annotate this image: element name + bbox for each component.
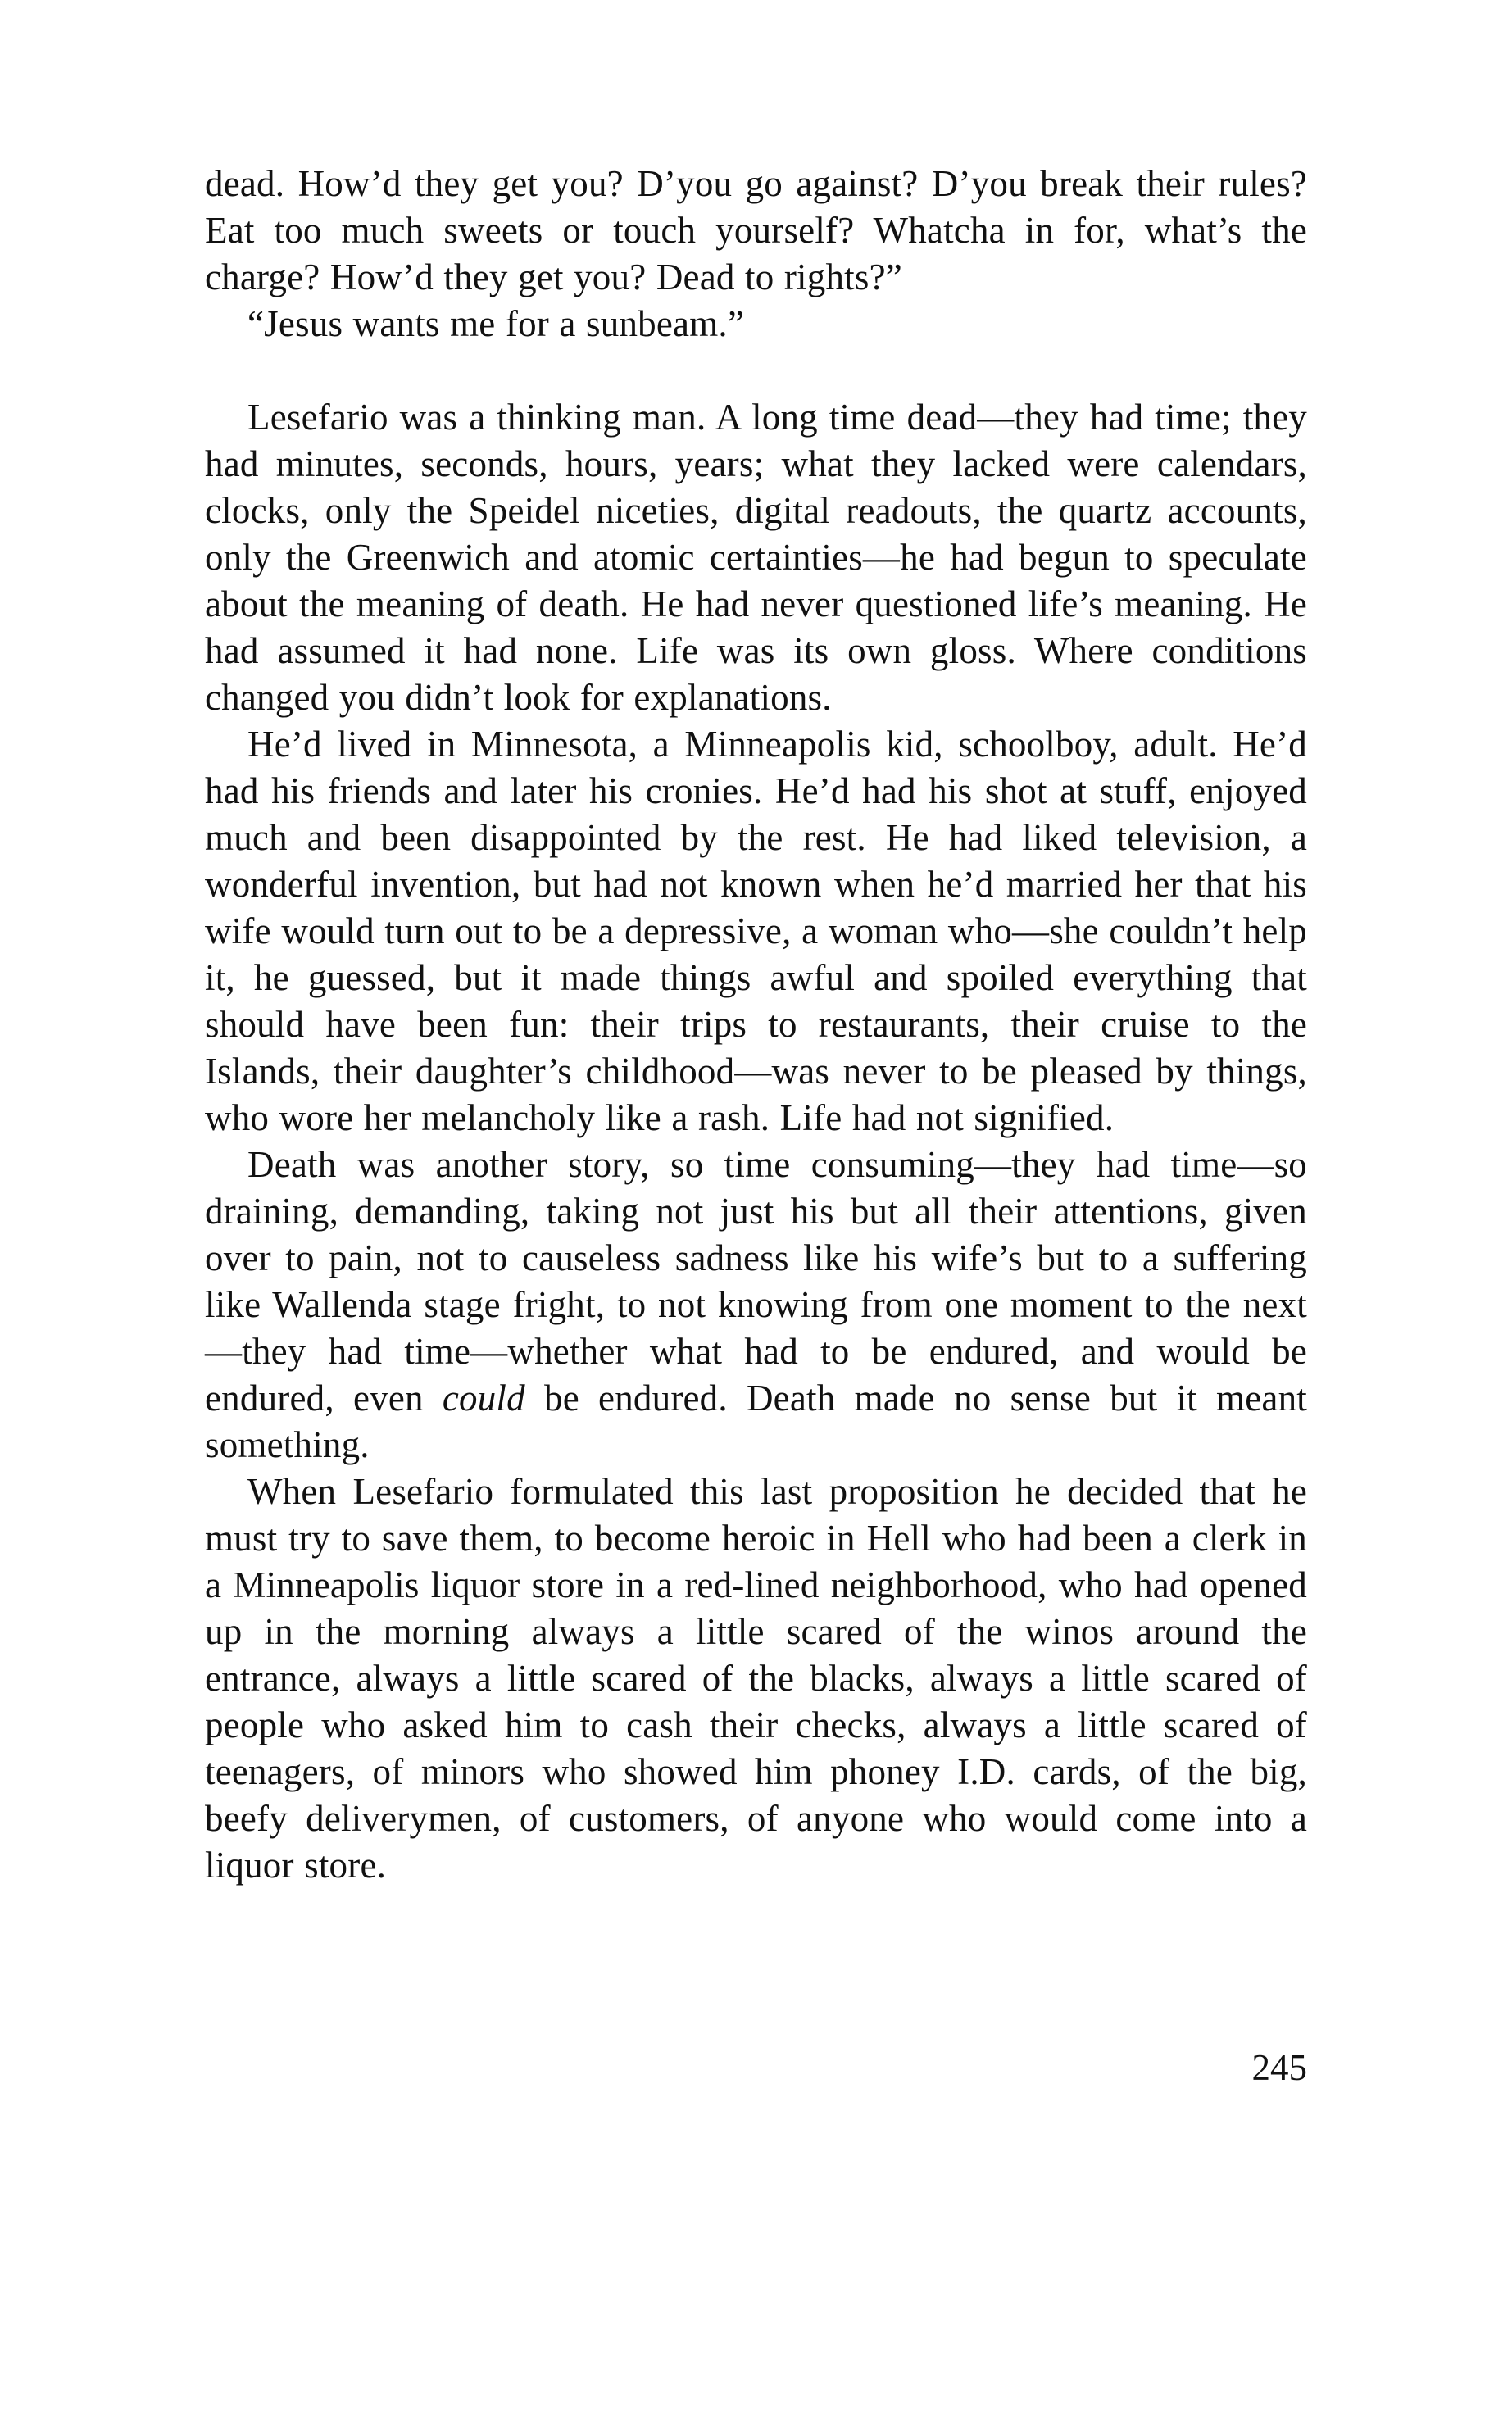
paragraph-dialogue: “Jesus wants me for a sunbeam.” (247, 303, 745, 344)
body-text (205, 161, 1307, 1889)
paragraph-continuation: dead. How’d they get you? D’you go against? D’you break their rules? Eat too much sweets or touch yourself? Whatcha in for, what’s the charge? How’d they get you? Dead to rights?” (205, 163, 1307, 297)
paragraph-minnesota: He’d lived in Minnesota, a Minneapolis kid, schoolboy, adult. He’d had his friends and later his cronies. He’d had his shot at stuff, enjoyed much and been disappointed by the rest. He had liked television, a wonderful invention, but had not known when he’d married her that his wife would turn out to be a depressive, a woman who—she couldn’t help it, he guessed, but it made things awful and spoiled everything that should have been fun: their trips to restaurants, their cruise to the Islands, their daughter’s childhood—was never to be pleased by things, who wore her melancholy like a rash. Life had not signified. (205, 724, 1307, 1138)
paragraph-death-story (205, 1142, 1307, 1469)
paragraph-death-story-before: Death was another story, so time consuming—they had time—so draining, demanding, taking not just his but all their attentions, given over to pain, not to causeless sadness like his wife’s but to a suffering like Wallenda stage fright, to not knowing from one moment to the next—they had time—whether what had to be endured, and would be endured, even (205, 1144, 1307, 1419)
italic-word: could (442, 1378, 525, 1419)
paragraph-death-story-after: be endured. Death made no sense but it meant something. (205, 1378, 1307, 1465)
page-number: 245 (1251, 2047, 1307, 2088)
paragraph-section-start: Lesefario was a thinking man. A long time dead—they had time; they had minutes, seconds, hours, years; what they lacked were calendars, clocks, only the Speidel niceties, digital readouts, the quartz accounts, only the Greenwich and atomic certainties—he had begun to speculate about the meaning of death. He had never questioned life’s meaning. He had assumed it had none. Life was its own gloss. Where conditions changed you didn’t look for explanations. (205, 397, 1307, 718)
paragraph-proposition: When Lesefario formulated this last proposition he decided that he must try to save them, to become heroic in Hell who had been a clerk in a Minneapolis liquor store in a red-lined neighborhood, who had opened up in the morning always a little scared of the winos around the entrance, always a little scared of the blacks, always a little scared of people who asked him to cash their checks, always a little scared of teenagers, of minors who showed him phoney I.D. cards, of the big, beefy deliverymen, of customers, of anyone who would come into a liquor store. (205, 1471, 1307, 1886)
